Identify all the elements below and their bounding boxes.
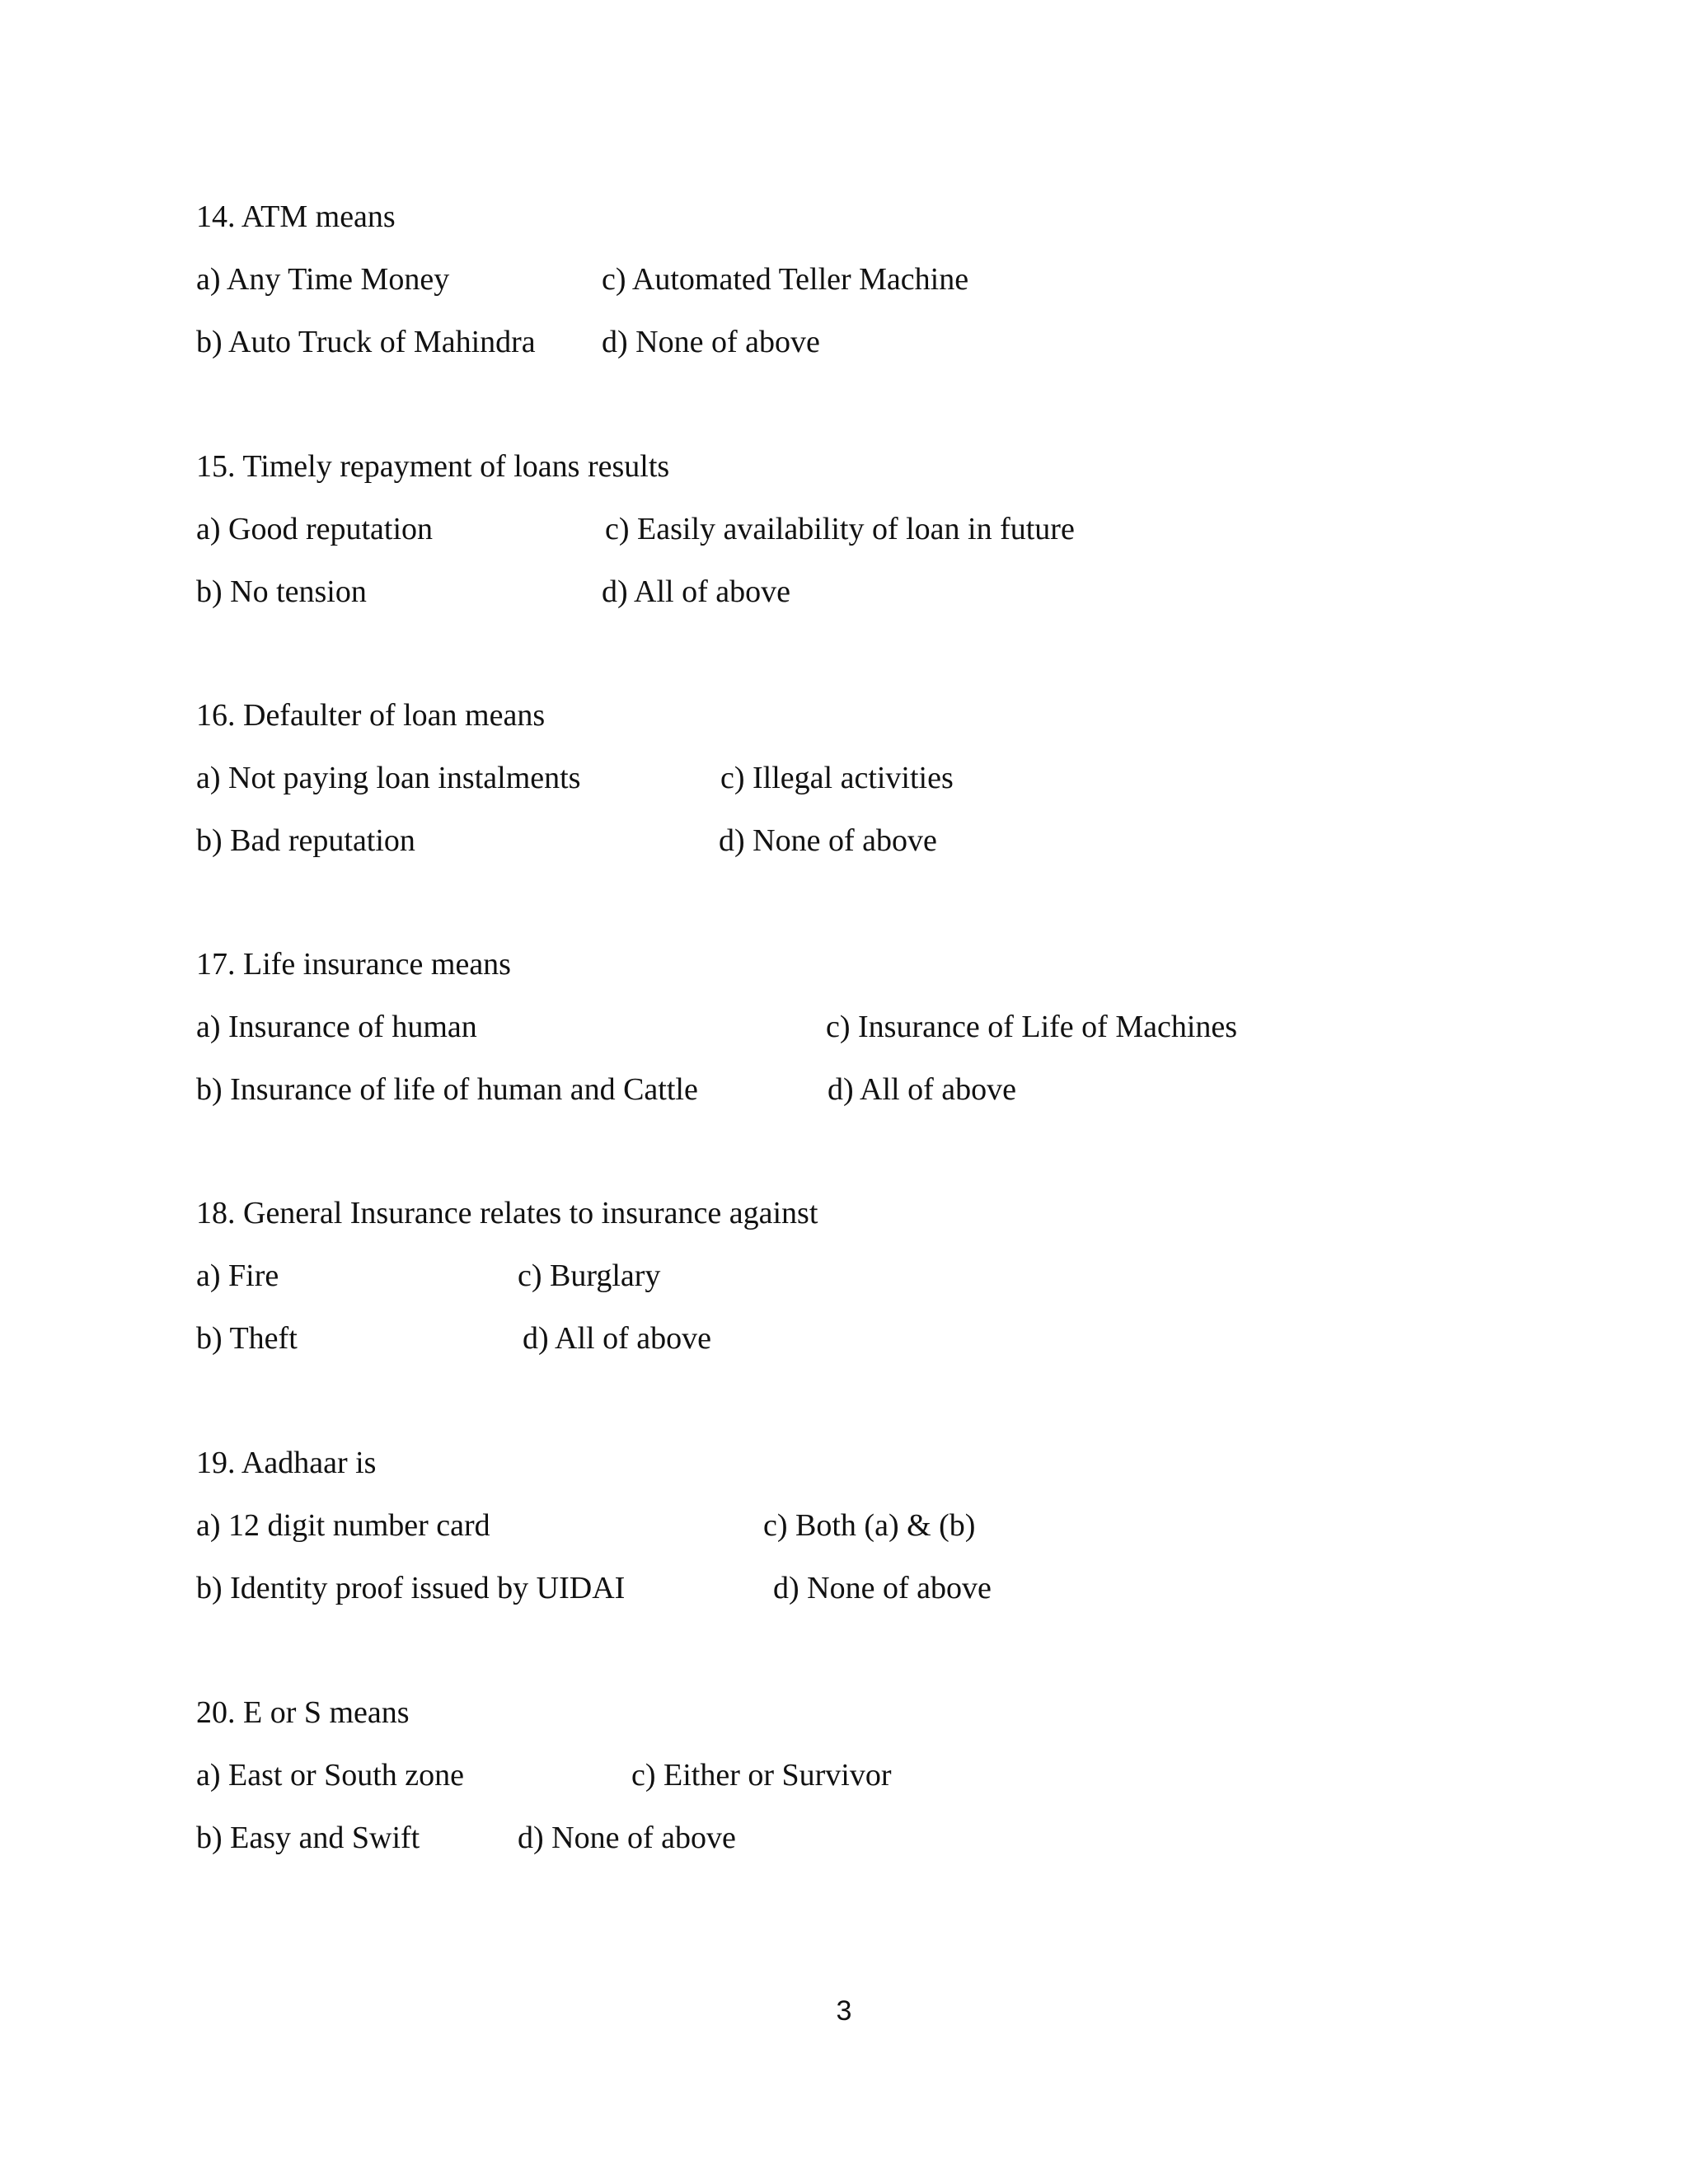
option-c: c) Either or Survivor bbox=[631, 1758, 892, 1793]
question-16 bbox=[196, 696, 1515, 894]
option-b: b) Easy and Swift bbox=[196, 1821, 420, 1855]
option-b: b) Bad reputation bbox=[196, 823, 415, 858]
option-d: d) None of above bbox=[773, 1571, 992, 1605]
question-text: 20. E or S means bbox=[196, 1695, 410, 1730]
option-b: b) Insurance of life of human and Cattle bbox=[196, 1072, 698, 1107]
question-text: 19. Aadhaar is bbox=[196, 1446, 377, 1480]
option-c: c) Insurance of Life of Machines bbox=[826, 1010, 1238, 1044]
option-b: b) Auto Truck of Mahindra bbox=[196, 325, 536, 359]
option-a: a) East or South zone bbox=[196, 1758, 465, 1793]
question-19 bbox=[196, 1444, 1515, 1642]
question-14 bbox=[196, 198, 1515, 396]
question-text: 18. General Insurance relates to insurance against bbox=[196, 1196, 818, 1230]
page-number: 3 bbox=[836, 1995, 852, 2027]
question-20 bbox=[196, 1694, 1515, 1891]
option-b: b) Theft bbox=[196, 1321, 298, 1356]
question-15 bbox=[196, 448, 1515, 645]
option-c: c) Easily availability of loan in future bbox=[605, 512, 1075, 546]
option-a: a) Good reputation bbox=[196, 512, 434, 546]
option-d: d) All of above bbox=[523, 1321, 712, 1356]
question-text: 16. Defaulter of loan means bbox=[196, 698, 546, 733]
question-18 bbox=[196, 1194, 1515, 1392]
option-d: d) All of above bbox=[828, 1072, 1017, 1107]
option-a: a) Not paying loan instalments bbox=[196, 761, 581, 795]
question-text: 17. Life insurance means bbox=[196, 947, 511, 982]
question-text: 14. ATM means bbox=[196, 199, 396, 234]
option-c: c) Illegal activities bbox=[720, 761, 954, 795]
option-a: a) Any Time Money bbox=[196, 262, 450, 297]
option-b: b) Identity proof issued by UIDAI bbox=[196, 1571, 626, 1605]
option-c: c) Both (a) & (b) bbox=[763, 1508, 976, 1543]
option-a: a) Fire bbox=[196, 1258, 279, 1293]
option-b: b) No tension bbox=[196, 574, 367, 609]
option-c: c) Automated Teller Machine bbox=[602, 262, 969, 297]
question-text: 15. Timely repayment of loans results bbox=[196, 449, 670, 484]
option-a: a) Insurance of human bbox=[196, 1010, 477, 1044]
option-c: c) Burglary bbox=[518, 1258, 661, 1293]
option-a: a) 12 digit number card bbox=[196, 1508, 490, 1543]
option-d: d) None of above bbox=[719, 823, 937, 858]
question-17 bbox=[196, 945, 1515, 1143]
option-d: d) All of above bbox=[602, 574, 791, 609]
option-d: d) None of above bbox=[602, 325, 820, 359]
option-d: d) None of above bbox=[518, 1821, 736, 1855]
